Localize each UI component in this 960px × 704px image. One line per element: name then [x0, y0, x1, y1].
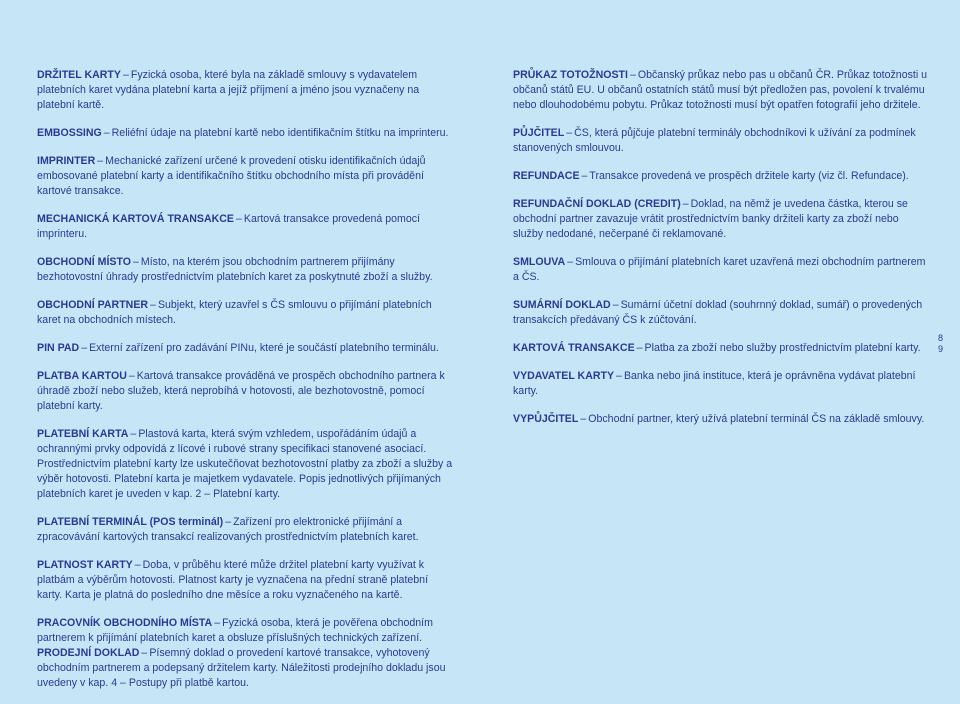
definition: Transakce provedená ve prospěch držitele karty (viz čl. Refundace). [589, 170, 909, 182]
dash: – [130, 428, 137, 440]
term: PLATEBNÍ KARTA [37, 428, 129, 440]
dash: – [580, 413, 587, 425]
glossary-entry [513, 341, 931, 356]
definition: Fyzická osoba, která je pověřena obchodním partnerem k přijímání platebních karet a obsluze příslušných technických zařízení. [37, 617, 433, 644]
term: OBCHODNÍ MÍSTO [37, 256, 131, 268]
glossary-entry [513, 126, 931, 156]
dash: – [150, 299, 156, 311]
term: MECHANICKÁ KARTOVÁ TRANSAKCE [37, 213, 234, 225]
definition: Banka nebo jiná instituce, která je oprávněna vydávat platební karty. [513, 370, 916, 397]
glossary-entry [37, 515, 455, 545]
dash: – [122, 69, 129, 81]
dash: – [214, 617, 221, 629]
dash: – [629, 69, 636, 81]
definition: Občanský průkaz nebo pas u občanů ČR. Průkaz totožnosti u občanů států EU. U občanů ostatních států musí být předložen pas, povolení k trvalému nebo dlouhodobému pobytu. Průkaz totožnosti musí být opatřen fotografií jeho držitele. [513, 69, 928, 111]
definition: Zařízení pro elektronické přijímání a zpracovávání kartových transakcí realizovaných prostřednictvím platebních karet. [37, 516, 419, 543]
definition: ČS, která půjčuje platební terminály obchodníkovi k užívání za podmínek stanovených smlouvou. [513, 127, 916, 154]
glossary-entry [37, 255, 455, 285]
term: REFUNDAČNÍ DOKLAD (CREDIT) [513, 198, 681, 210]
term: PLATNOST KARTY [37, 559, 133, 571]
definition: Obchodní partner, který užívá platební terminál ČS na základě smlouvy. [588, 413, 925, 425]
term: PLATEBNÍ TERMINÁL (POS terminál) [37, 516, 224, 528]
dash: – [132, 256, 139, 268]
definition: Sumární účetní doklad (souhrnný doklad, sumář) o provedených transakcích předávaný ČS k zúčtování. [513, 299, 923, 326]
glossary-entry [513, 169, 931, 184]
dash: – [225, 516, 232, 528]
term: PRACOVNÍK OBCHODNÍHO MÍSTA [37, 617, 213, 629]
definition: Doklad, na němž je uvedena částka, kterou se obchodní partner zavazuje vrátit prostřednictvím banky držiteli karty za zboží nebo služby nedodané, nečerpané či reklamované. [513, 198, 908, 240]
glossary-entry [37, 154, 455, 199]
dash: – [235, 213, 242, 225]
definition: Platba za zboží nebo služby prostřednictvím platební karty. [644, 342, 921, 354]
dash: – [612, 299, 619, 311]
definition: Externí zařízení pro zadávání PINu, které je součástí platebního terminálu. [89, 342, 439, 354]
term: VYDAVATEL KARTY [513, 370, 615, 382]
dash: – [682, 198, 689, 210]
definition: Reliéfní údaje na platební kartě nebo identifikačním štítku na imprinteru. [111, 127, 449, 139]
glossary-entry [513, 369, 931, 399]
term: PŮJČITEL [513, 127, 565, 139]
term: REFUNDACE [513, 170, 580, 182]
definition: Subjekt, který uzavřel s ČS smlouvu o přijímání platebních karet na obchodních místech. [37, 299, 432, 326]
term: OBCHODNÍ PARTNER [37, 299, 149, 311]
term: VYPŮJČITEL [513, 413, 579, 425]
left-column [37, 68, 455, 704]
glossary-entry [513, 197, 931, 242]
dash: – [616, 370, 622, 382]
term: PIN PAD [37, 342, 80, 354]
definition: Kartová transakce provedená pomocí imprinteru. [37, 213, 420, 240]
term: PLATBA KARTOU [37, 370, 127, 382]
page-number-right: 9 [938, 344, 944, 354]
dash: – [134, 559, 141, 571]
dash: – [81, 342, 88, 354]
term: SUMÁRNÍ DOKLAD [513, 299, 611, 311]
definition: Kartová transakce prováděná ve prospěch obchodního partnera k úhradě zboží nebo služeb, která neprobíhá v hotovosti, ale bezhotovostně, pomocí platební karty. [37, 370, 445, 412]
dash: – [636, 342, 643, 354]
definition: Plastová karta, která svým vzhledem, uspořádáním údajů a ochrannými prvky odpovídá z lícové i rubové strany specifikaci stanovené asociací. Prostřednictvím platební karty lze uskutečňovat bezhotovostní platby za zboží a služby a výběr hotovosti. Platební karta je majetkem vydavatele. Popis jednotlivých přijímaných platebních karet je uveden v kap. 2 – Platební karty. [37, 428, 453, 500]
glossary-entry [37, 298, 455, 328]
definition: Místo, na kterém jsou obchodním partnerem přijímány bezhotovostní úhrady prostřednictvím platebních karet za poskytnuté zboží a služby. [37, 256, 433, 283]
dash: – [581, 170, 588, 182]
glossary-entry [37, 341, 455, 356]
page-number-left: 8 [938, 333, 944, 343]
definition: Písemný doklad o provedení kartové transakce, vyhotovený obchodním partnerem a podepsaný držitelem karty. Náležitosti prodejního dokladu jsou uvedeny v kap. 4 – Postupy při platbě kartou. [37, 647, 446, 689]
glossary-entry [37, 616, 455, 646]
term: PRODEJNÍ DOKLAD [37, 647, 140, 659]
glossary-entry [37, 646, 455, 691]
glossary-entry [37, 427, 455, 502]
glossary-entry [513, 298, 931, 328]
glossary-entry [37, 68, 455, 113]
term: IMPRINTER [37, 155, 96, 167]
term: DRŽITEL KARTY [37, 69, 121, 81]
dash: – [128, 370, 135, 382]
glossary-entry [513, 255, 931, 285]
dash: – [566, 127, 573, 139]
term: SMLOUVA [513, 256, 566, 268]
definition: Smlouva o přijímání platebních karet uzavřená mezi obchodním partnerem a ČS. [513, 256, 926, 283]
term: EMBOSSING [37, 127, 102, 139]
right-column [513, 68, 931, 440]
glossary-entry [37, 212, 455, 242]
term: PRŮKAZ TOTOŽNOSTI [513, 69, 628, 81]
definition: Fyzická osoba, které byla na základě smlouvy s vydavatelem platebních karet vydána platební karta a jejíž příjmení a jméno jsou vyznačeny na platební kartě. [37, 69, 420, 111]
glossary-entry [513, 68, 931, 113]
glossary-entry [513, 412, 931, 427]
glossary-entry [37, 558, 455, 603]
dash: – [97, 155, 104, 167]
dash: – [141, 647, 148, 659]
term: KARTOVÁ TRANSAKCE [513, 342, 635, 354]
page-numbers [938, 333, 943, 355]
dash: – [567, 256, 574, 268]
definition: Doba, v průběhu které může držitel platební karty využívat k platbám a výběrům hotovosti. Platnost karty je vyznačena na přední straně platební karty. Karta je platná do posledního dne měsíce a roku vyznačeného na kartě. [37, 559, 429, 601]
dash: – [103, 127, 110, 139]
glossary-entry [37, 126, 455, 141]
definition: Mechanické zařízení určené k provedení otisku identifikačních údajů embosované platební karty a identifikačního štítku obchodního místa při provádění kartové transakce. [37, 155, 426, 197]
glossary-entry [37, 369, 455, 414]
